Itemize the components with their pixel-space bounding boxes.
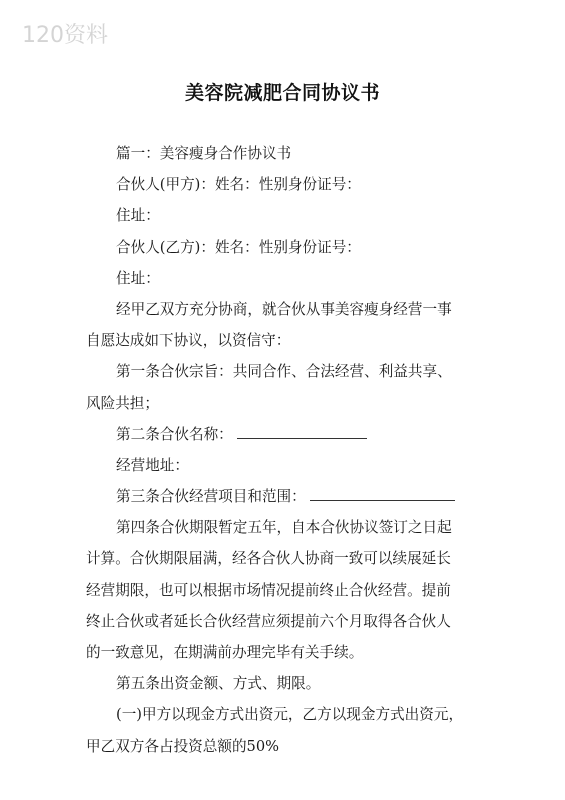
clause-1-line: 第一条合伙宗旨：共同合作、合法经营、利益共享、 xyxy=(116,363,452,381)
clause-4-line: 终止合伙或者延长合伙经营应须提前六个月取得各合伙人 xyxy=(86,612,451,630)
clause-3-line xyxy=(86,481,502,512)
paragraph-line: 自愿达成如下协议，以资信守： xyxy=(86,332,291,350)
clause-5-line: 第五条出资金额、方式、期限。 xyxy=(116,675,321,693)
party-b-line: 合伙人(乙方)：姓名：性别身份证号： xyxy=(116,238,361,256)
document-title: 美容院减肥合同协议书 xyxy=(184,82,380,104)
clause-4-line: 计算。合伙期限届满，经各合伙人协商一致可以续展延长 xyxy=(86,550,451,568)
clause-2-line xyxy=(86,419,502,450)
clause-2-label: 第二条合伙名称： xyxy=(116,425,233,443)
party-a-address: 住址： xyxy=(116,207,160,225)
section-heading: 篇一：美容瘦身合作协议书 xyxy=(116,145,292,162)
watermark: 120资料 xyxy=(22,23,108,48)
party-a-line: 合伙人(甲方)：姓名：性别身份证号： xyxy=(116,176,361,194)
fill-in-blank xyxy=(237,424,367,439)
clause-4-line: 经营期限，也可以根据市场情况提前终止合伙经营。提前 xyxy=(86,581,451,599)
document-body xyxy=(86,138,502,762)
paragraph-line: 经甲乙双方充分协商，就合伙从事美容瘦身经营一事 xyxy=(116,300,452,318)
business-address-line: 经营地址： xyxy=(116,456,189,474)
party-b-address: 住址： xyxy=(116,269,160,287)
clause-5-item-line: (一)甲方以现金方式出资元，乙方以现金方式出资元， xyxy=(116,706,464,724)
clause-3-label: 第三条合伙经营项目和范围： xyxy=(116,488,306,506)
fill-in-blank xyxy=(310,486,455,501)
clause-5-item-line: 甲乙双方各占投资总额的50% xyxy=(86,737,279,755)
clause-4-line: 的一致意见，在期满前办理完毕有关手续。 xyxy=(86,644,364,661)
clause-4-line: 第四条合伙期限暂定五年，自本合伙协议签订之日起 xyxy=(116,519,452,537)
clause-1-line: 风险共担； xyxy=(86,394,159,412)
